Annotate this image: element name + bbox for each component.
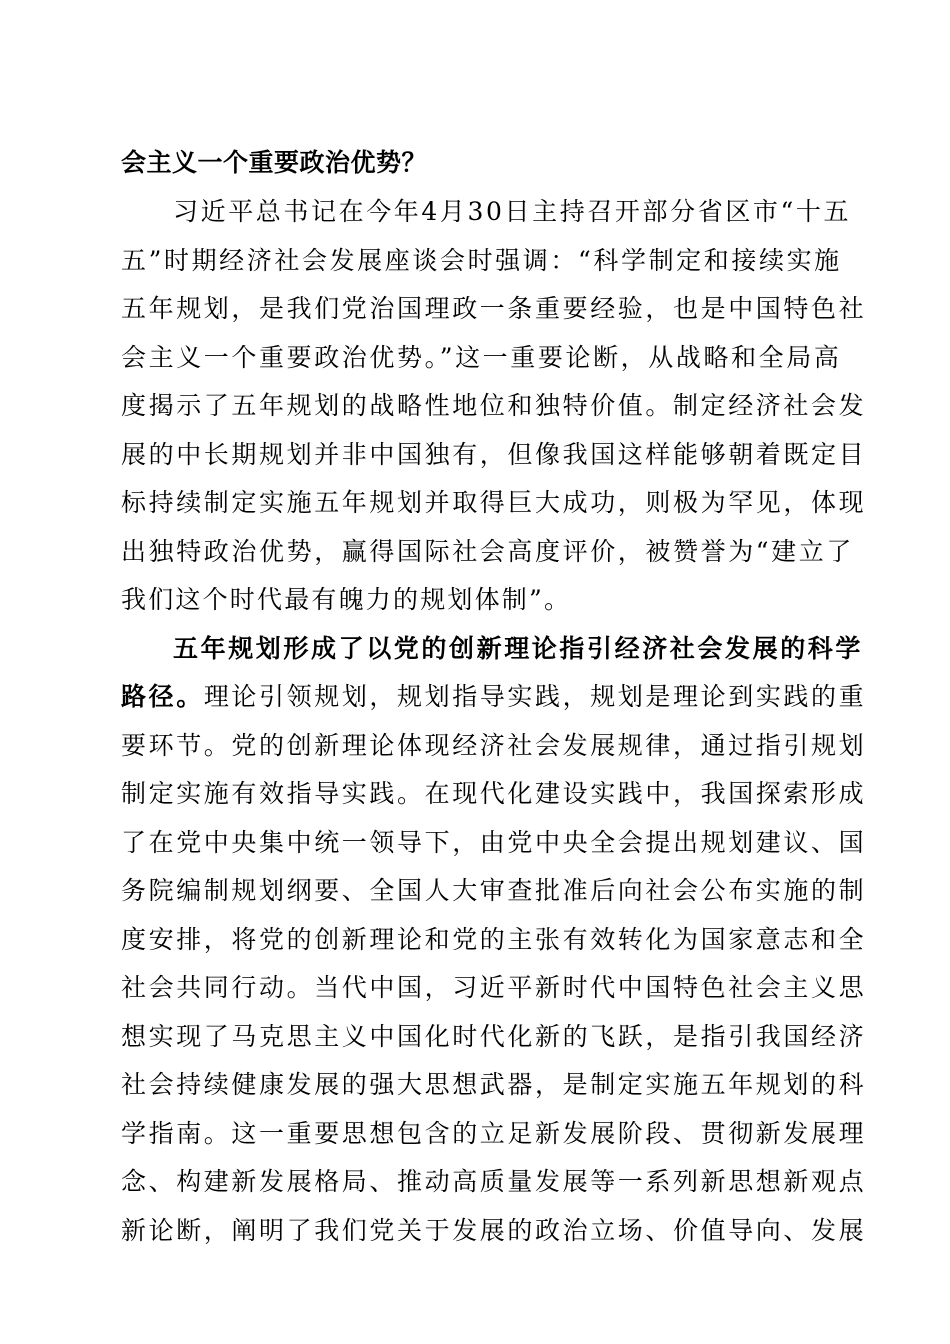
paragraph-1-line: 标持续制定实施五年规划并取得巨大成功，则极为罕见，体现 [121, 488, 867, 517]
paragraph-1-line: 我们这个时代最有魄力的规划体制”。 [121, 585, 572, 614]
paragraph-2-line: 想实现了马克思主义中国化时代化新的飞跃，是指引我国经济 [121, 1021, 867, 1051]
paragraph-2-line: 社会共同行动。当代中国，习近平新时代中国特色社会主义思 [121, 973, 867, 1002]
paragraph-2-line: 念、构建新发展格局、推动高质量发展等一系列新思想新观点 [121, 1167, 867, 1196]
paragraph-2-line: 制定实施有效指导实践。在现代化建设实践中，我国探索形成 [121, 779, 867, 808]
paragraph-2-bold-lead: 五年规划形成了以党的创新理论指引经济社会发展的科学 [173, 633, 864, 663]
paragraph-1-line: 习近平总书记在今年4月30日主持召开部分省区市“十五 [173, 197, 852, 226]
paragraph-2-line: 学指南。这一重要思想包含的立足新发展阶段、贯彻新发展理 [121, 1118, 867, 1148]
paragraph-2-line: 要环节。党的创新理论体现经济社会发展规律，通过指引规划 [121, 730, 867, 760]
section-heading-fragment: 会主义一个重要政治优势？ [121, 148, 428, 177]
paragraph-2-line: 新论断，阐明了我们党关于发展的政治立场、价值导向、发展 [121, 1215, 867, 1245]
paragraph-1-line: 会主义一个重要政治优势。”这一重要论断，从战略和全局高 [121, 342, 842, 372]
paragraph-1-line: 展的中长期规划并非中国独有，但像我国这样能够朝着既定目 [121, 439, 867, 469]
paragraph-2-line [121, 673, 867, 722]
paragraph-1-line: 出独特政治优势，赢得国际社会高度评价，被赞誉为“建立了 [121, 536, 854, 566]
paragraph-1-line: 度揭示了五年规划的战略性地位和独特价值。制定经济社会发 [121, 391, 867, 420]
paragraph-2-bold-lead-end: 路径。 [121, 682, 204, 711]
paragraph-2-line-text: 理论引领规划，规划指导实践，规划是理论到实践的重 [203, 682, 867, 711]
paragraph-2-line: 度安排，将党的创新理论和党的主张有效转化为国家意志和全 [121, 924, 867, 954]
paragraph-2-line: 务院编制规划纲要、全国人大审查批准后向社会公布实施的制 [121, 876, 867, 905]
paragraph-1 [121, 188, 867, 625]
paragraph-1-line: 五”时期经济社会发展座谈会时强调：“科学制定和接续实施 [121, 245, 842, 275]
paragraph-2 [121, 625, 867, 1256]
paragraph-2-line: 了在党中央集中统一领导下，由党中央全会提出规划建议、国 [121, 827, 867, 857]
paragraph-2-line: 社会持续健康发展的强大思想武器，是制定实施五年规划的科 [121, 1070, 867, 1099]
paragraph-1-line: 五年规划，是我们党治国理政一条重要经验，也是中国特色社 [121, 294, 867, 323]
document-body [121, 142, 867, 1255]
